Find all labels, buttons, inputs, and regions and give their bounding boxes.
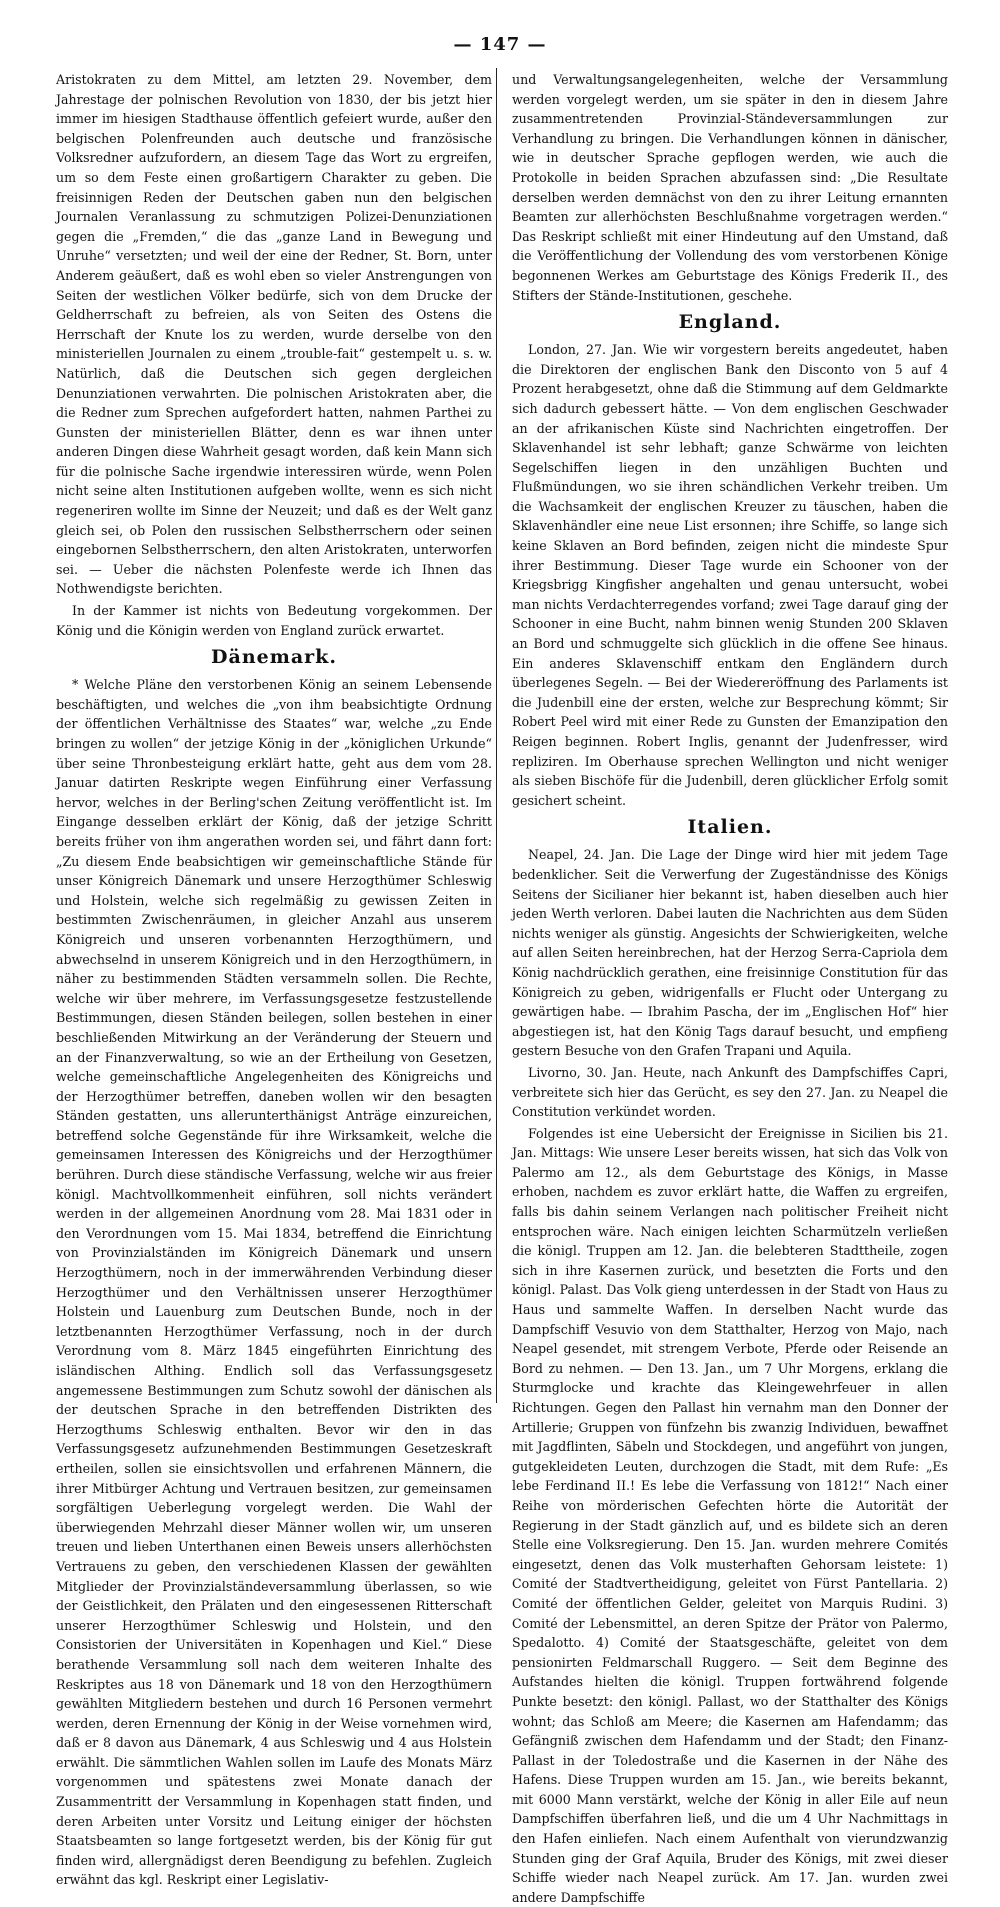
article-text: Aristokraten zu dem Mittel, am letzten 29. November, dem Jahrestage der polnischen Revolution von 1830, der bis jetzt hier immer im hiesigen Stadthause öffentlich gefeiert wurde, außer den belgischen Polenfreunden auch deutsche und französische Volksredner aufzufordern, an diesem Tage das Wort zu ergreifen, um so dem Feste einen großartigern Charakter zu geben. Die freisinnigen Reden der Deutschen gaben nun den belgischen Journalen Veranlassung zu schmutzigen Polizei-Denunziationen gegen die „Fremden,“ die das „ganze Land in Bewegung und Unruhe“ versetzten; und weil der eine der Redner, St. Born, unter Anderem geäußert, daß es wohl eben so vieler Anstrengungen von Seiten der westlichen Völker bedürfe, sich von dem Drucke der Geldherrschaft zu befreien, als von Seiten des Ostens die Herrschaft der Knute los zu werden, wurde derselbe von den ministeriellen Journalen zu einem „trouble-fait“ gestempelt u. s. w. Natürlich, daß die Deutschen sich gegen dergleichen Denunziationen verwahrten. Die polnischen Aristokraten aber, die die Redner zum Sprechen aufgefordert hatten, nahmen Parthei zu Gunsten der ministeriellen Blätter, denn es war ihnen unter anderen Dingen diese Wahrheit gesagt worden, daß kein Mann sich für die polnische Sache irgendwie interessiren würde, wenn Polen nicht seine alten Institutionen aufgeben wollte, wenn es sich nicht regeneriren wollte im Sinne der Neuzeit; und daß es der Welt ganz gleich sei, ob Polen den russischen Selbstherrschern oder seinen eingebornen Selbstherrschern, den alten Aristokraten, unterworfen sei. — Ueber die nächsten Polenfeste werde ich Ihnen das Nothwendigste berichten.	[56, 72, 492, 597]
article-text: Folgendes ist eine Uebersicht der Ereignisse in Sicilien bis 21. Jan. Mittags: Wie unsere Leser bereits wissen, hat sich das Volk von Palermo am 12., als dem Geburtstage des Königs, in Masse erhoben, nachdem es zuvor erklärt hatte, die Waffen zu ergreifen, falls bis dahin seinem Verlangen nach politischer Freiheit nicht entsprochen wäre. Nach einigen leichten Scharmützeln verließen die königl. Truppen am 12. Jan. die belebteren Stadttheile, zogen sich in ihre Kasernen zurück, und besetzten die Forts und den königl. Palast. Das Volk gieng unterdessen in der Stadt von Haus zu Haus und sammelte Waffen. In derselben Nacht wurde das Dampfschiff Vesuvio von dem Statthalter, Herzog von Majo, nach Neapel gesendet, mit strengem Verbote, Pferde oder Reisende an Bord zu nehmen. — Den 13. Jan., um 7 Uhr Morgens, erklang die Sturmglocke und krachte das Kleingewehrfeuer in allen Richtungen. Gegen den Pallast hin vernahm man den Donner der Artillerie; Gruppen von fünfzehn bis zwanzig Individuen, bewaffnet mit Jagdflinten, Säbeln und Stockdegen, und angeführt von jungen, gutgekleideten Leuten, durchzogen die Stadt, mit dem Rufe: „Es lebe Ferdinand II.! Es lebe die Verfassung von 1812!“ Nach einer Reihe von mörderischen Gefechten hörte die Autorität der Regierung in der Stadt gänzlich auf, und es bildete sich an deren Stelle eine Volksregierung. Den 15. Jan. wurden mehrere Comités eingesetzt, denen das Volk musterhaften Gehorsam leistete: 1) Comité der Stadtvertheidigung, geleitet von Fürst Pantellaria. 2) Comité der öffentlichen Gelder, geleitet von Marquis Rudini. 3) Comité der Lebensmittel, an deren Spitze der Prätor von Palermo, Spedalotto. 4) Comité der Staatsgeschäfte, geleitet von dem pensionirten Feldmarschall Ruggero. — Seit dem Beginne des Aufstandes hielten die königl. Truppen fortwährend folgende Punkte besetzt: den königl. Pallast, wo der Statthalter des Königs wohnt; das Schloß am Meere; die Kasernen am Hafendamm; das Gefängniß zwischen dem Hafendamm und der Stadt; den Finanz-Pallast in der Toledostraße und die Kasernen in der Nähe des Hafens. Diese Truppen wurden am 15. Jan., wie bereits bekannt, mit 6000 Mann verstärkt, welche der König in aller Eile auf neun Dampfschiffen überfahren ließ, und die um 4 Uhr Nachmittags in den Hafen einliefen. Nach einem Aufenthalt von vierundzwanzig Stunden ging der Graf Aquila, Bruder des Königs, mit zwei dieser Schiffe wieder nach Neapel zurück. Am 17. Jan. wurden zwei andere Dampfschiffe	[512, 1125, 948, 1905]
article-text: und Verwaltungsangelegenheiten, welche der Versammlung werden vorgelegt werden, um sie später in den in diesem Jahre zusammentretenden Provinzial-Ständeversammlungen zur Verhandlung zu bringen. Die Verhandlungen können in dänischer, wie in deutscher Sprache gepflogen werden, wie auch die Protokolle in beiden Sprachen abzufassen sind: „Die Resultate derselben werden demnächst von den zu ihrer Leitung ernannten Beamten zur allerhöchsten Beschlußnahme vorgetragen werden.“ Das Reskript schließt mit einer Hindeutung auf den Umstand, daß die Veröffentlichung der Vollendung des vom verstorbenen Könige begonnenen Werkes am Geburtstage des Königs Frederik II., des Stifters der Stände-Institutionen, geschehe.	[512, 72, 948, 303]
right-column	[512, 70, 948, 1905]
section-heading-england: England.	[678, 311, 782, 334]
column-divider	[496, 68, 497, 1403]
page-number: — 147 —	[453, 34, 547, 55]
article-text: London, 27. Jan. Wie wir vorgestern bereits angedeutet, haben die Direktoren der englischen Bank den Disconto von 5 auf 4 Prozent herabgesetzt, ohne daß die Stimmung auf dem Geldmarkte sich dadurch gebessert hätte. — Von dem englischen Geschwader an der afrikanischen Küste sind Nachrichten eingetroffen. Der Sklavenhandel ist sehr lebhaft; ganze Schwärme von leichten Segelschiffen liegen in den unzähligen Buchten und Flußmündungen, wo sie ihren schändlichen Verkehr treiben. Um die Wachsamkeit der englischen Kreuzer zu täuschen, haben die Sklavenhändler eine neue List ersonnen; ihre Schiffe, so lange sich keine Sklaven an Bord befinden, zeigen nicht die mindeste Spur ihrer Bestimmung. Dieser Tage wurde ein Schooner von der Kriegsbrigg Kingfisher angehalten und genau untersucht, wobei man nichts Verdachterregendes vorfand; zwei Tage darauf ging der Schooner in eine Bucht, nahm binnen wenig Stunden 200 Sklaven an Bord und schmuggelte sich glücklich in die offene See hinaus. Ein anderes Sklavenschiff entkam den Engländern durch überlegenes Segeln. — Bei der Wiedereröffnung des Parlaments ist die Judenbill eine der ersten, welche zur Besprechung kömmt; Sir Robert Peel wird mit einer Rede zu Gunsten der Emanzipation den Reigen beginnen. Robert Inglis, genannt der Judenfresser, wird repliziren. Im Oberhause sprechen Wellington und nicht weniger als sieben Bischöfe für die Judenbill, deren glücklicher Erfolg somit gesichert scheint.	[512, 342, 948, 808]
section-heading-denmark: Dänemark.	[211, 646, 337, 669]
article-text: Neapel, 24. Jan. Die Lage der Dinge wird hier mit jedem Tage bedenklicher. Seit die Verwerfung der Zugeständnisse des Königs Seitens der Sicilianer hier bekannt ist, haben dieselben auch hier jeden Werth verloren. Dabei lauten die Nachrichten aus dem Süden nichts weniger als günstig. Angesichts der Schwierigkeiten, welche auf allen Seiten hereinbrechen, hat der Herzog Serra-Capriola dem König nachdrücklich gerathen, eine freisinnige Constitution für das Königreich zu geben, widrigenfalls er Flucht oder Untergang zu gewärtigen habe. — Ibrahim Pascha, der im „Englischen Hof“ hier abgestiegen ist, hat den König Tags darauf besucht, und empfieng gestern Besuche von den Grafen Trapani und Aquila.	[512, 847, 948, 1059]
article-text: * Welche Pläne den verstorbenen König an seinem Lebensende beschäftigten, und welches die „von ihm beabsichtigte Ordnung der öffentlichen Verhältnisse des Staates“ war, welche „zu Ende bringen zu wollen“ der jetzige König in der „königlichen Urkunde“ über seine Thronbesteigung erklärt hatte, geht aus dem vom 28. Januar datirten Reskripte wegen Einführung einer Verfassung hervor, welches in der Berling'schen Zeitung veröffentlicht ist. Im Eingange desselben erklärt der König, daß der jetzige Schritt bereits früher von ihm angerathen worden sei, und fährt dann fort: „Zu diesem Ende beabsichtigen wir gemeinschaftliche Stände für unser Königreich Dänemark und unsere Herzogthümer Schleswig und Holstein, welche sich regelmäßig zu gewissen Zeiten in bestimmten Zwischenräumen, in gleicher Anzahl aus unserem Königreich und unseren vorbenannten Herzogthümern, und abwechselnd in unserem Königreich und in den Herzogthümern, in näher zu bestimmenden Städten versammeln sollen. Die Rechte, welche wir über mehrere, im Verfassungsgesetze festzustellende Bestimmungen, diesen Ständen beilegen, sollen bestehen in einer beschließenden Mitwirkung an der Veränderung der Steuern und an der Finanzverwaltung, so wie an der Ertheilung von Gesetzen, welche gemeinschaftliche Angelegenheiten des Königreichs und der Herzogthümer betreffen, daneben wollen wir den besagten Ständen gestatten, uns allerunterthänigst Anträge einzureichen, betreffend solche Gegenstände für ihre Wirksamkeit, welche die gemeinsamen Interessen des Königreichs und der Herzogthümer berühren. Durch diese ständische Verfassung, welche wir aus freier königl. Machtvollkommenheit einführen, soll nichts verändert werden in der allgemeinen Anordnung vom 28. Mai 1831 oder in den Verordnungen vom 15. Mai 1834, betreffend die Einrichtung von Provinzialständen im Königreich Dänemark und unsern Herzogthümern, noch in der immerwährenden Verbindung dieser Herzogthümer und den Verhältnissen unserer Herzogthümer Holstein und Lauenburg zum Deutschen Bunde, noch in der letztbenannten Herzogthümer Verfassung, noch in der durch Verordnung vom 8. März 1845 eingeführten Einrichtung des isländischen Althing. Endlich soll das Verfassungsgesetz angemessene Bestimmungen zum Schutz sowohl der dänischen als der deutschen Sprache in den betreffenden Distrikten des Herzogthums Schleswig enthalten. Bevor wir den in das Verfassungsgesetz aufzunehmenden Bestimmungen Gesetzeskraft ertheilen, sollen sie einsichtsvollen und erfahrenen Männern, die ihrer Mitbürger Achtung und Vertrauen besitzen, zur gemeinsamen sorgfältigen Ueberlegung vorgelegt werden. Die Wahl der überwiegenden Mehrzahl dieser Männer wollen wir, um unseren treuen und lieben Unterthanen einen Beweis unsers allerhöchsten Vertrauens zu geben, den verschiedenen Klassen der gewählten Mitglieder der Provinzialständeversammlung überlassen, so wie der Geistlichkeit, den Prälaten und den eingesessenen Ritterschaft unserer Herzogthümer Schleswig und Holstein, und den Consistorien der Universitäten in Kopenhagen und Kiel.“ Diese berathende Versammlung soll nach dem weiteren Inhalte des Reskriptes aus 18 von Dänemark und 18 von den Herzogthümern gewählten Mitgliedern bestehen und durch 16 Personen vermehrt werden, deren Ernennung der König in der Weise vornehmen wird, daß er 8 davon aus Dänemark, 4 aus Schleswig und 4 aus Holstein erwählt. Die sämmtlichen Wahlen sollen im Laufe des Monats März vorgenommen und spätestens zwei Monate danach der Zusammentritt der Versammlung in Kopenhagen statt finden, und deren Arbeiten unter Vorsitz und Leitung einiger der höchsten Staatsbeamten so lange fortgesetzt werden, bis der König für gut finden wird, allergnädigst deren Beendigung zu befehlen. Zugleich erwähnt das kgl. Reskript einer Legislativ-	[56, 677, 492, 1888]
article-text: In der Kammer ist nichts von Bedeutung vorgekommen. Der König und die Königin werden von England zurück erwartet.	[56, 603, 492, 638]
section-heading-italy: Italien.	[687, 816, 773, 839]
article-text: Livorno, 30. Jan. Heute, nach Ankunft des Dampfschiffes Capri, verbreitete sich hier das Gerücht, es sey den 27. Jan. zu Neapel die Constitution verkündet worden.	[512, 1064, 948, 1120]
left-column	[56, 70, 492, 1888]
